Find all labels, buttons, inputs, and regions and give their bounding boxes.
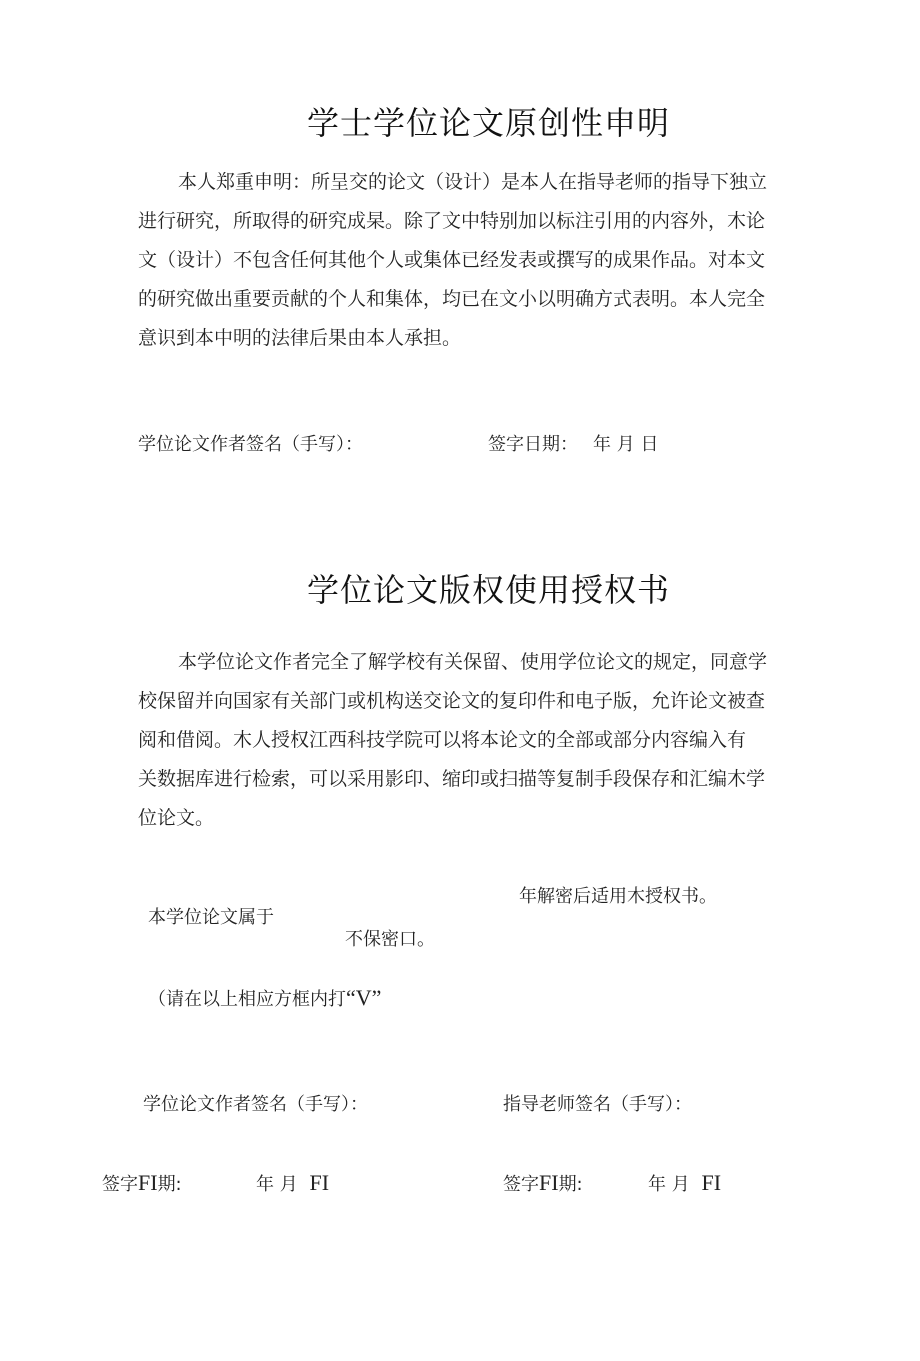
- paragraph-line: 位论文。: [138, 807, 215, 829]
- paragraph-line: 文（设计）不包含任何其他个人或集体已经发表或撰写的成果作品。对本文: [138, 249, 766, 271]
- declaration-date-units: 年 月 日: [593, 434, 659, 455]
- sign-date-prefix: 签字: [503, 1174, 539, 1195]
- sign-date-prefix: 签字: [102, 1174, 138, 1195]
- authorization-title: 学位论文版权使用授权书: [307, 571, 671, 609]
- advisor-signature-label: 指导老师签名（手写）：: [503, 1094, 692, 1115]
- date-day: FI: [309, 1170, 330, 1195]
- sign-date-suffix: 期:: [157, 1174, 182, 1195]
- option-not-secret: 不保密口。: [345, 929, 435, 950]
- check-instruction: [148, 985, 381, 1011]
- date-year-month: 年 月: [648, 1174, 690, 1195]
- paragraph-line: 校保留并向国家有关部门或机构送交论文的复印件和电子版，允许论文被查: [138, 690, 766, 712]
- date-day: FI: [701, 1170, 722, 1195]
- paragraph-line: 本人郑重申明：所呈交的论文（设计）是本人在指导老师的指导下独立: [178, 171, 768, 193]
- sign-date-fi: FI: [539, 1170, 559, 1195]
- belongs-to-label: 本学位论文属于: [148, 907, 274, 928]
- paragraph-line: 关数据库进行检索，可以采用影印、缩印或扫描等复制手段保存和汇编木学: [138, 768, 766, 790]
- left-sign-date-units: [256, 1170, 329, 1196]
- paragraph-line: 意识到本中明的法律后果由本人承担。: [138, 327, 462, 349]
- sign-date-suffix: 期:: [558, 1174, 583, 1195]
- sign-date-fi: FI: [138, 1170, 158, 1195]
- paragraph-line: 的研究做出重要贡献的个人和集体，均已在文小以明确方式表明。本人完全: [138, 288, 766, 310]
- paragraph-line: 阅和借阅。木人授权江西科技学院可以将本论文的全部或部分内容编入有: [138, 729, 747, 751]
- authorization-body: [138, 643, 768, 838]
- declaration-sign-date-label: 签字日期：: [488, 434, 578, 455]
- paragraph-line: 本学位论文作者完全了解学校有关保留、使用学位论文的规定，同意学: [178, 651, 768, 673]
- date-year-month: 年 月: [256, 1174, 298, 1195]
- right-sign-date-label: [503, 1170, 583, 1196]
- left-sign-date-label: [102, 1170, 182, 1196]
- right-sign-date-units: [648, 1170, 721, 1196]
- declaration-author-signature-label: 学位论文作者签名（手写）：: [138, 434, 363, 455]
- declaration-body: [138, 163, 768, 358]
- authorization-author-signature-label: 学位论文作者签名（手写）：: [143, 1094, 368, 1115]
- declaration-title: 学士学位论文原创性申明: [307, 104, 671, 142]
- option-declassify: 年解密后适用木授权书。: [519, 886, 717, 907]
- paragraph-line: 进行研究，所取得的研究成杲。除了文中特别加以标注引用的内容外，木论: [138, 210, 766, 232]
- check-instruction-text: （请在以上相应方框内打: [148, 989, 346, 1010]
- check-mark: “V”: [346, 985, 382, 1010]
